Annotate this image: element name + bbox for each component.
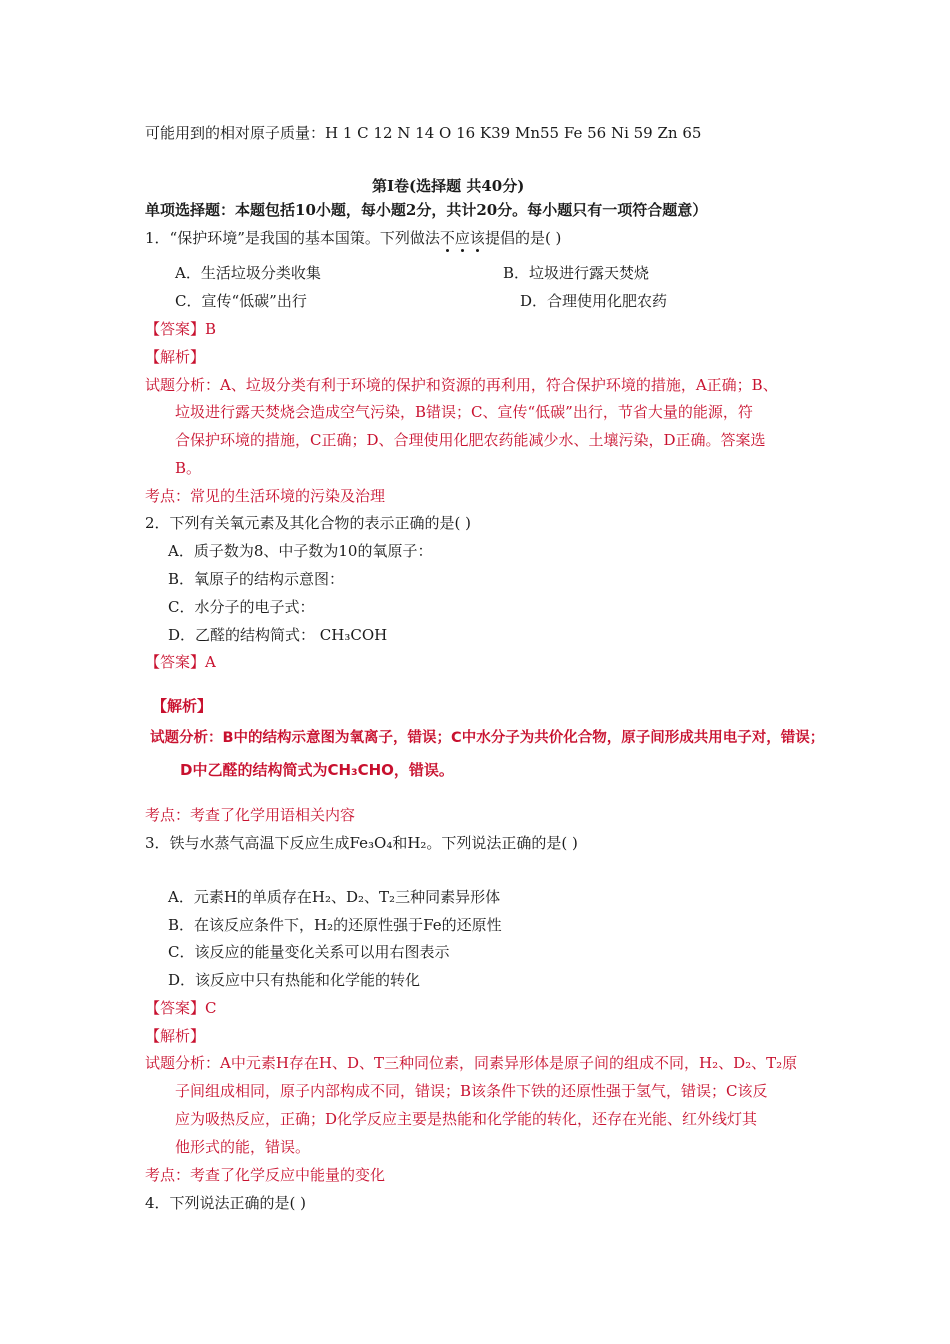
- q2-analysis-line: D中乙醛的结构简式为CH₃CHO，错误。: [180, 761, 454, 779]
- q1-stem: [145, 228, 561, 248]
- q2-option-d: D．乙醛的结构简式： CH₃COH: [168, 626, 388, 644]
- q1-analysis-label: 【解析】: [145, 348, 206, 366]
- q2-analysis-label: 【解析】: [152, 697, 213, 715]
- q3-stem: 3．铁与水蒸气高温下反应生成Fe₃O₄和H₂。下列说法正确的是( ): [145, 834, 578, 852]
- q3-kaodian: 考点：考查了化学反应中能量的变化: [145, 1166, 386, 1184]
- q1-option-a: A．生活垃圾分类收集: [175, 264, 321, 282]
- q3-option-b: B．在该反应条件下，H₂的还原性强于Fe的还原性: [168, 916, 502, 934]
- section-instruction: 单项选择题：本题包括10小题，每小题2分，共计20分。每小题只有一项符合题意）: [145, 201, 708, 219]
- q1-analysis-line: B。: [175, 459, 202, 477]
- q1-analysis-line: 垃圾进行露天焚烧会造成空气污染，B错误；C、宣传“低碳”出行，节省大量的能源，符: [175, 403, 753, 421]
- section-title: 第Ⅰ卷(选择题 共40分): [372, 177, 525, 195]
- answer-label: 【答案】: [145, 653, 206, 671]
- answer-value: B: [205, 320, 217, 338]
- q1-stem-post: 提倡的是( ): [484, 229, 562, 247]
- q1-stem-pre: 1．“保护环境”是我国的基本国策。下列做法: [145, 229, 440, 247]
- q3-option-a: A．元素H的单质存在H₂、D₂、T₂三种同素异形体: [168, 888, 501, 906]
- q3-analysis-label: 【解析】: [145, 1027, 206, 1045]
- emphasis-char: 应: [454, 229, 470, 247]
- q2-option-c: C．水分子的电子式：: [168, 598, 315, 616]
- answer-label: 【答案】: [145, 320, 206, 338]
- q2-analysis-line: 试题分析：B中的结构示意图为氧离子，错误；C中水分子为共价化合物，原子间形成共用电子对，错误；: [150, 730, 825, 746]
- q1-answer: [145, 319, 216, 339]
- q2-stem: 2．下列有关氧元素及其化合物的表示正确的是( ): [145, 514, 472, 532]
- answer-label: 【答案】: [145, 999, 206, 1017]
- emphasis-char: 不: [439, 229, 455, 247]
- q2-kaodian: 考点：考查了化学用语相关内容: [145, 806, 356, 824]
- q3-option-d: D．该反应中只有热能和化学能的转化: [168, 971, 421, 989]
- q3-analysis-line: 他形式的能，错误。: [175, 1138, 311, 1156]
- q1-option-d: D．合理使用化肥农药: [520, 292, 668, 310]
- q3-option-c: C．该反应的能量变化关系可以用右图表示: [168, 943, 450, 961]
- q2-option-a: A．质子数为8、中子数为10的氧原子：: [168, 542, 433, 560]
- q1-option-c: C．宣传“低碳”出行: [175, 292, 307, 310]
- q3-analysis-line: 应为吸热反应，正确；D化学反应主要是热能和化学能的转化，还存在光能、红外线灯其: [175, 1110, 758, 1128]
- q1-analysis-line: 合保护环境的措施，C正确；D、合理使用化肥农药能减少水、土壤污染，D正确。答案选: [175, 431, 766, 449]
- emphasis-char: 该: [469, 229, 485, 247]
- q3-analysis-line: 子间组成相同，原子内部构成不同，错误；B该条件下铁的还原性强于氢气，错误；C该反: [175, 1082, 768, 1100]
- answer-value: A: [205, 653, 216, 671]
- answer-value: C: [205, 999, 217, 1017]
- q1-analysis-line: 试题分析：A、垃圾分类有利于环境的保护和资源的再利用，符合保护环境的措施，A正确；B、: [145, 376, 778, 394]
- atomic-mass-line: 可能用到的相对原子质量：H 1 C 12 N 14 O 16 K39 Mn55 Fe 56 Ni 59 Zn 65: [145, 124, 702, 142]
- q3-answer: [145, 998, 217, 1018]
- q2-answer: [145, 652, 216, 672]
- q2-option-b: B．氧原子的结构示意图：: [168, 570, 345, 588]
- q1-kaodian: 考点：常见的生活环境的污染及治理: [145, 487, 386, 505]
- q4-stem: 4．下列说法正确的是( ): [145, 1194, 307, 1212]
- q1-option-b: B．垃圾进行露天焚烧: [503, 264, 650, 282]
- q3-analysis-line: 试题分析：A中元素H存在H、D、T三种同位素，同素异形体是原子间的组成不同，H₂、D₂、T₂原: [145, 1054, 798, 1072]
